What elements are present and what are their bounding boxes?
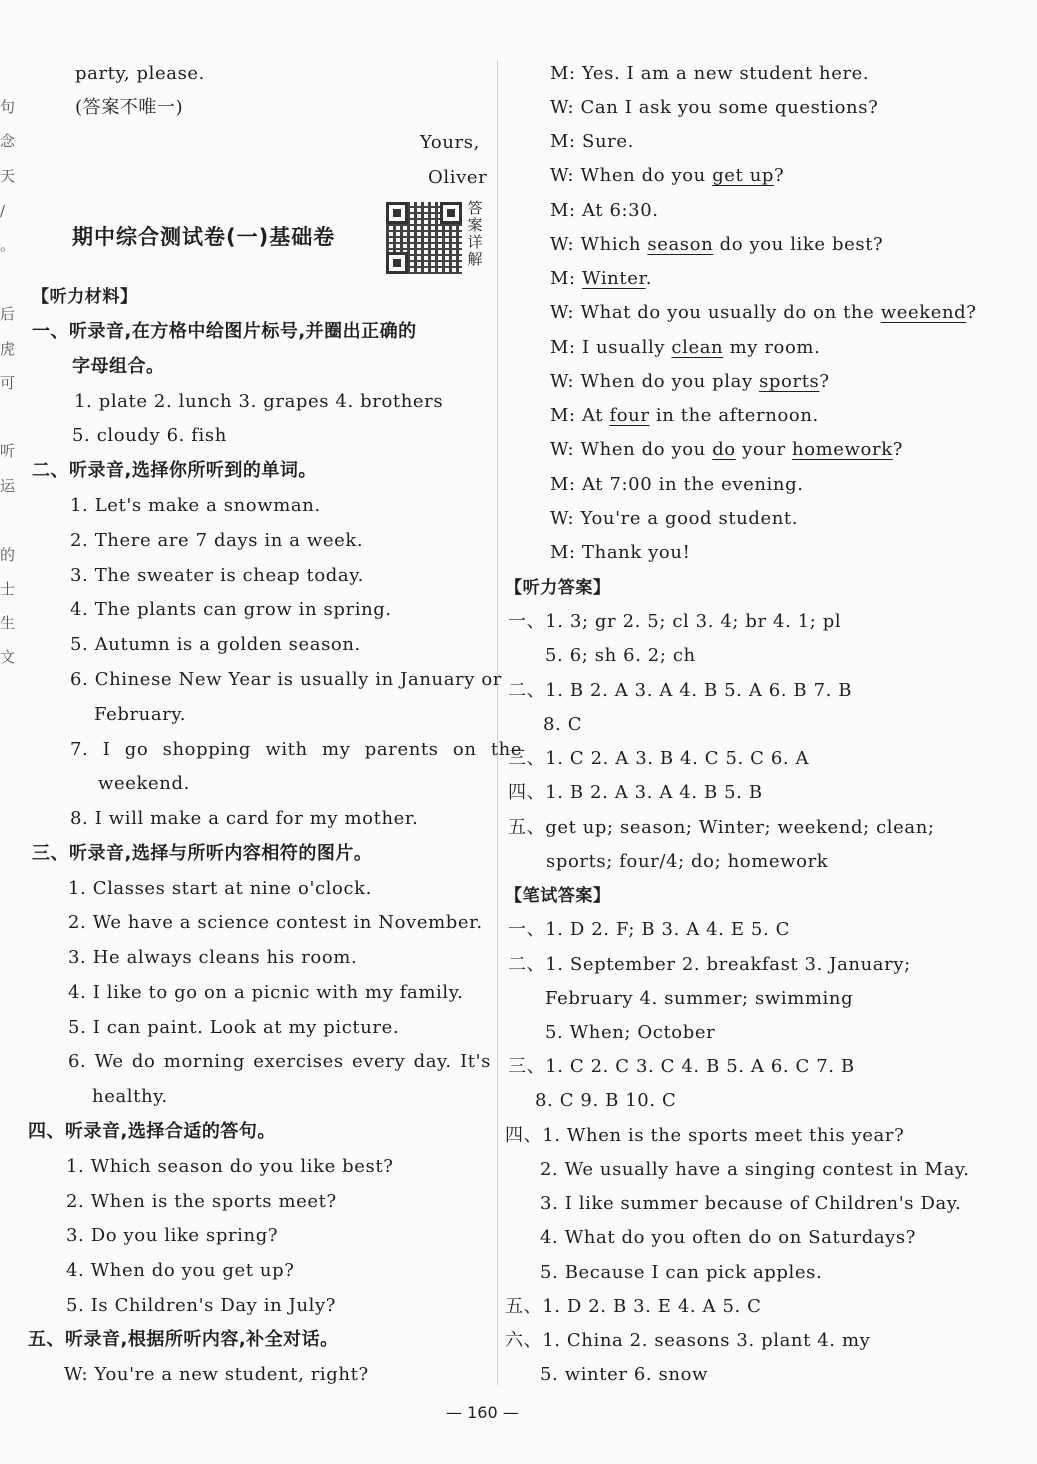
answer-blank: four (609, 405, 650, 426)
qr-code[interactable] (386, 202, 462, 274)
answer-blank: sports (759, 371, 820, 392)
answer-blank: homework (792, 439, 893, 460)
qr-finder (440, 202, 462, 224)
section-title: 四、听录音,选择合适的答句。 (28, 1121, 276, 1142)
list-item: 8. I will make a card for my mother. (70, 808, 419, 829)
letter-signature: Oliver (428, 167, 488, 188)
list-item-cont: healthy. (92, 1086, 168, 1107)
answer-line: 5. When; October (545, 1022, 716, 1043)
qr-finder (386, 202, 408, 224)
qr-caption (466, 200, 484, 268)
qr-caption-char: 案 (467, 216, 483, 234)
list-item: 5. cloudy 6. fish (72, 425, 227, 446)
dialogue-line: M: At 6:30. (550, 200, 659, 221)
margin-char: 天 (0, 167, 16, 185)
list-item: 1. Let's make a snowman. (70, 495, 321, 516)
exam-title: 期中综合测试卷(一)基础卷 (72, 225, 336, 249)
answer-line: 四、1. B 2. A 3. A 4. B 5. B (508, 782, 763, 803)
answer-line: 5. 6; sh 6. 2; ch (545, 645, 696, 666)
column-divider (497, 60, 498, 1385)
list-item: 3. Do you like spring? (66, 1225, 279, 1246)
answer-line: 五、get up; season; Winter; weekend; clean; (508, 817, 935, 838)
dialogue-line: M: Sure. (550, 131, 634, 152)
dialogue-line: M: At 7:00 in the evening. (550, 474, 804, 495)
list-item: 6. We do morning exercises every day. It's (68, 1051, 492, 1072)
qr-caption-char: 解 (467, 250, 483, 268)
answer-line: 一、1. 3; gr 2. 5; cl 3. 4; br 4. 1; pl (508, 611, 842, 632)
answer-line: 六、1. China 2. seasons 3. plant 4. my (505, 1330, 871, 1351)
list-item: 7. I go shopping with my parents on the (70, 739, 523, 760)
dialogue-line: M: At four in the afternoon. (550, 405, 819, 426)
margin-char: 后 (0, 305, 16, 323)
list-item: 2. When is the sports meet? (66, 1191, 337, 1212)
margin-char: 的 (0, 546, 16, 564)
dialogue-line: M: Yes. I am a new student here. (550, 63, 870, 84)
list-item: 5. Autumn is a golden season. (70, 634, 361, 655)
list-item-cont: February. (94, 704, 187, 725)
margin-char: 文 (0, 648, 16, 666)
answer-blank: season (647, 234, 714, 255)
answer-line: 三、1. C 2. C 3. C 4. B 5. A 6. C 7. B (508, 1056, 855, 1077)
dialogue-line: W: Can I ask you some questions? (550, 97, 879, 118)
section-title-cont: 字母组合。 (72, 356, 165, 377)
qr-finder (386, 252, 408, 274)
section-title: 五、听录音,根据所听内容,补全对话。 (28, 1329, 339, 1350)
list-item: 5. I can paint. Look at my picture. (68, 1017, 400, 1038)
margin-char: 念 (0, 132, 16, 150)
answer-line: 4. What do you often do on Saturdays? (540, 1227, 917, 1248)
list-item-cont: weekend. (98, 773, 190, 794)
answer-line: 8. C (543, 714, 583, 735)
section-title: 一、听录音,在方格中给图片标号,并圈出正确的 (32, 321, 417, 342)
margin-char: 士 (0, 580, 16, 598)
answer-blank: get up (712, 165, 775, 186)
letter-note: (答案不唯一) (75, 97, 184, 118)
qr-caption-char: 详 (467, 233, 483, 251)
dialogue-line: W: What do you usually do on the weekend? (550, 302, 977, 323)
margin-char: 听 (0, 442, 16, 460)
answer-line: 二、1. September 2. breakfast 3. January; (508, 954, 911, 975)
page-number: — 160 — (446, 1403, 519, 1422)
answer-blank: weekend (880, 302, 967, 323)
list-item: 6. Chinese New Year is usually in January or (70, 669, 502, 690)
section-title: 二、听录音,选择你所听到的单词。 (32, 460, 317, 481)
margin-char: 可 (0, 374, 16, 392)
list-item: 2. We have a science contest in November. (68, 912, 483, 933)
section-header: 【听力答案】 (505, 578, 611, 598)
list-item: 3. He always cleans his room. (68, 947, 358, 968)
answer-line: 一、1. D 2. F; B 3. A 4. E 5. C (508, 919, 790, 940)
list-item: 5. Is Children's Day in July? (66, 1295, 337, 1316)
section-header: 【听力材料】 (32, 287, 138, 307)
margin-char: 虎 (0, 340, 16, 358)
list-item: 2. There are 7 days in a week. (70, 530, 364, 551)
answer-line: February 4. summer; swimming (545, 988, 854, 1009)
section-header: 【笔试答案】 (505, 886, 611, 906)
dialogue-line: W: When do you get up? (550, 165, 785, 186)
dialogue-line: M: Winter. (550, 268, 653, 289)
margin-char: 运 (0, 477, 16, 495)
answer-line: 三、1. C 2. A 3. B 4. C 5. C 6. A (508, 748, 810, 769)
answer-blank: Winter (582, 268, 646, 289)
margin-char: 生 (0, 614, 16, 632)
list-item: 3. The sweater is cheap today. (70, 565, 364, 586)
answer-line: 5. winter 6. snow (540, 1364, 709, 1385)
list-item: 1. plate 2. lunch 3. grapes 4. brothers (74, 391, 444, 412)
list-item: 4. The plants can grow in spring. (70, 599, 392, 620)
dialogue-line: M: Thank you! (550, 542, 691, 563)
dialogue-line: W: You're a new student, right? (64, 1364, 369, 1385)
answer-blank: do (712, 439, 736, 460)
margin-char: / (0, 202, 6, 220)
letter-closing: Yours, (420, 132, 480, 153)
list-item: 1. Classes start at nine o'clock. (68, 878, 372, 899)
list-item: 1. Which season do you like best? (66, 1156, 394, 1177)
dialogue-line: M: I usually clean my room. (550, 337, 821, 358)
answer-line: sports; four/4; do; homework (546, 851, 829, 872)
margin-char: 。 (0, 236, 16, 254)
dialogue-line: W: You're a good student. (550, 508, 799, 529)
dialogue-line: W: When do you do your homework? (550, 439, 903, 460)
letter-line: party, please. (75, 63, 205, 84)
dialogue-line: W: Which season do you like best? (550, 234, 884, 255)
section-title: 三、听录音,选择与所听内容相符的图片。 (32, 843, 373, 864)
answer-line: 二、1. B 2. A 3. A 4. B 5. A 6. B 7. B (508, 680, 853, 701)
list-item: 4. When do you get up? (66, 1260, 295, 1281)
answer-line: 四、1. When is the sports meet this year? (505, 1125, 905, 1146)
answer-line: 2. We usually have a singing contest in May. (540, 1159, 970, 1180)
answer-line: 8. C 9. B 10. C (535, 1090, 677, 1111)
answer-line: 5. Because I can pick apples. (540, 1262, 823, 1283)
answer-line: 3. I like summer because of Children's Day. (540, 1193, 962, 1214)
margin-char: 句 (0, 98, 16, 116)
answer-line: 五、1. D 2. B 3. E 4. A 5. C (505, 1296, 762, 1317)
dialogue-line: W: When do you play sports? (550, 371, 830, 392)
answer-blank: clean (671, 337, 724, 358)
qr-caption-char: 答 (467, 199, 483, 217)
list-item: 4. I like to go on a picnic with my family. (68, 982, 464, 1003)
